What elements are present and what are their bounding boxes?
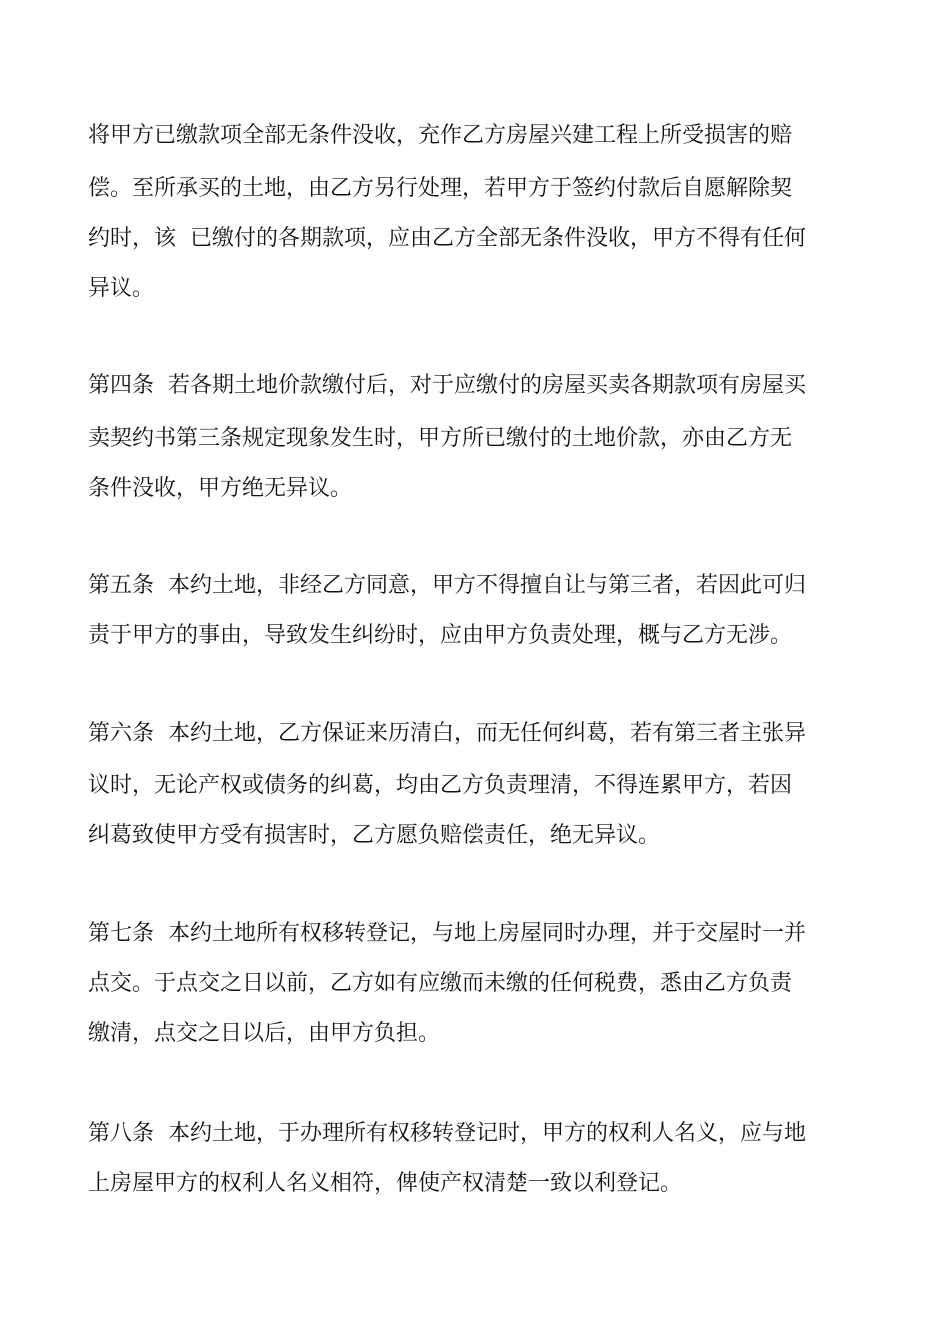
article-8-line: 上房屋甲方的权利人名义相符，俾使产权清楚一致以利登记。 xyxy=(88,1171,683,1196)
article-5-line: 第五条 本约土地，非经乙方同意，甲方不得擅自让与第三者，若因此可归 xyxy=(88,573,806,598)
text-line: 约时，该 已缴付的各期款项，应由乙方全部无条件没收，甲方不得有任何 xyxy=(88,226,806,251)
article-4-line: 第四条 若各期土地价款缴付后，对于应缴付的房屋买卖各期款项有房屋买 xyxy=(88,373,806,398)
article-6-line: 议时，无论产权或债务的纠葛，均由乙方负责理清，不得连累甲方，若因 xyxy=(88,773,793,798)
article-7-line: 第七条 本约土地所有权移转登记，与地上房屋同时办理，并于交屋时一并 xyxy=(88,921,806,946)
article-4-line: 卖契约书第三条规定现象发生时，甲方所已缴付的土地价款，亦由乙方无 xyxy=(88,426,793,451)
article-6-line: 纠葛致使甲方受有损害时，乙方愿负赔偿责任，绝无异议。 xyxy=(88,823,661,848)
article-7-line: 缴清，点交之日以后，由甲方负担。 xyxy=(88,1021,441,1046)
text-line: 异议。 xyxy=(88,276,155,301)
text-line: 偿。至所承买的土地，由乙方另行处理，若甲方于签约付款后自愿解除契 xyxy=(88,176,793,201)
article-5-line: 责于甲方的事由，导致发生纠纷时，应由甲方负责处理，概与乙方无涉。 xyxy=(88,623,793,648)
text-line: 将甲方已缴款项全部无条件没收，充作乙方房屋兴建工程上所受损害的赔 xyxy=(88,123,793,148)
article-4-line: 条件没收，甲方绝无异议。 xyxy=(88,476,353,501)
article-6-line: 第六条 本约土地，乙方保证来历清白，而无任何纠葛，若有第三者主张异 xyxy=(88,721,806,746)
article-7-line: 点交。于点交之日以前，乙方如有应缴而未缴的任何税费，悉由乙方负责 xyxy=(88,971,793,996)
article-8-line: 第八条 本约土地，于办理所有权移转登记时，甲方的权利人名义，应与地 xyxy=(88,1121,806,1146)
